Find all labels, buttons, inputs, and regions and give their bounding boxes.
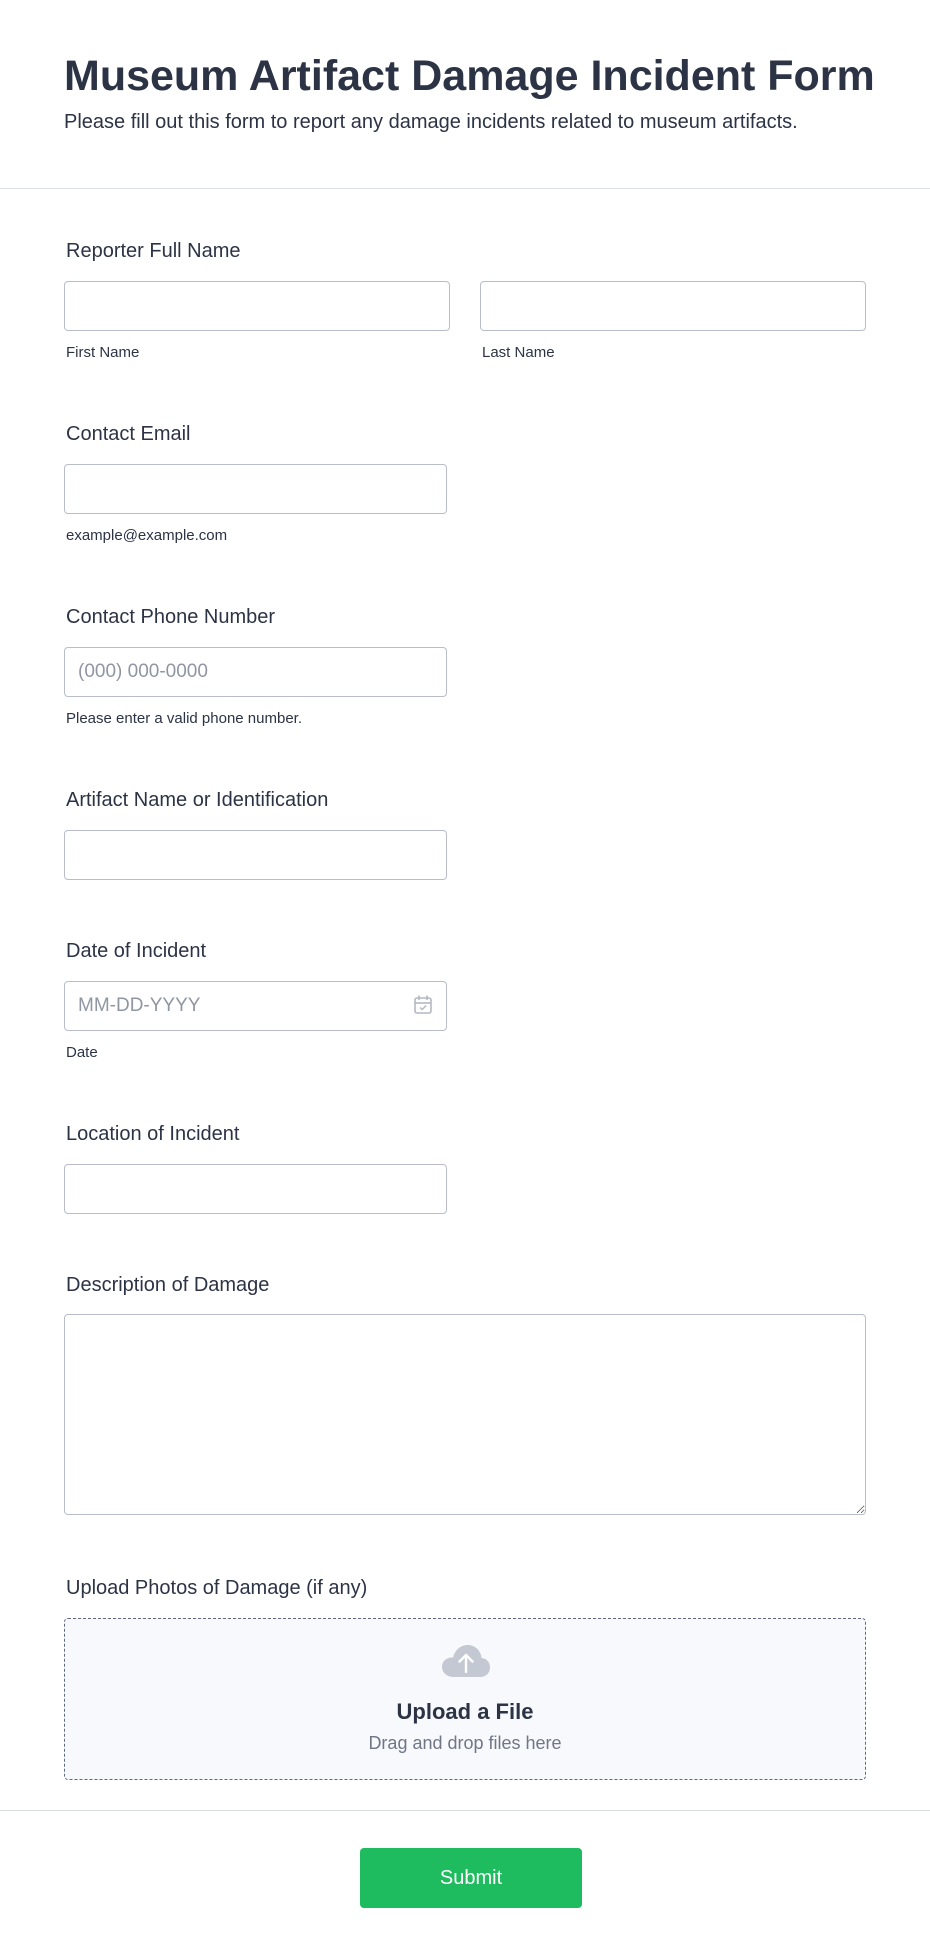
cloud-upload-icon: [441, 1643, 491, 1679]
phone-label: Contact Phone Number: [66, 606, 276, 628]
description-label: Description of Damage: [66, 1274, 270, 1296]
email-input[interactable]: [64, 464, 447, 514]
email-label: Contact Email: [66, 423, 191, 445]
form-title: Museum Artifact Damage Incident Form: [64, 52, 875, 100]
last-name-input[interactable]: [480, 281, 866, 331]
footer-divider: [0, 1810, 930, 1811]
date-input[interactable]: [64, 981, 447, 1031]
calendar-icon[interactable]: [413, 994, 433, 1016]
form-subtitle: Please fill out this form to report any damage incidents related to museum artifacts.: [64, 111, 798, 133]
upload-title: Upload a File: [396, 1699, 534, 1724]
description-textarea[interactable]: [64, 1314, 866, 1515]
first-name-input[interactable]: [64, 281, 450, 331]
location-input[interactable]: [64, 1164, 447, 1214]
date-label: Date of Incident: [66, 940, 207, 962]
submit-button[interactable]: Submit: [360, 1848, 582, 1908]
email-sublabel: example@example.com: [66, 527, 228, 544]
first-name-sublabel: First Name: [66, 344, 140, 361]
artifact-label: Artifact Name or Identification: [66, 789, 329, 811]
file-upload-dropzone[interactable]: [64, 1618, 866, 1780]
location-label: Location of Incident: [66, 1123, 240, 1145]
upload-label: Upload Photos of Damage (if any): [66, 1577, 368, 1599]
form-header: [0, 0, 930, 189]
phone-input[interactable]: [64, 647, 447, 697]
phone-sublabel: Please enter a valid phone number.: [66, 710, 302, 727]
date-sublabel: Date: [66, 1044, 98, 1061]
upload-hint: Drag and drop files here: [368, 1733, 562, 1753]
reporter-name-label: Reporter Full Name: [66, 240, 241, 262]
artifact-input[interactable]: [64, 830, 447, 880]
last-name-sublabel: Last Name: [482, 344, 555, 361]
